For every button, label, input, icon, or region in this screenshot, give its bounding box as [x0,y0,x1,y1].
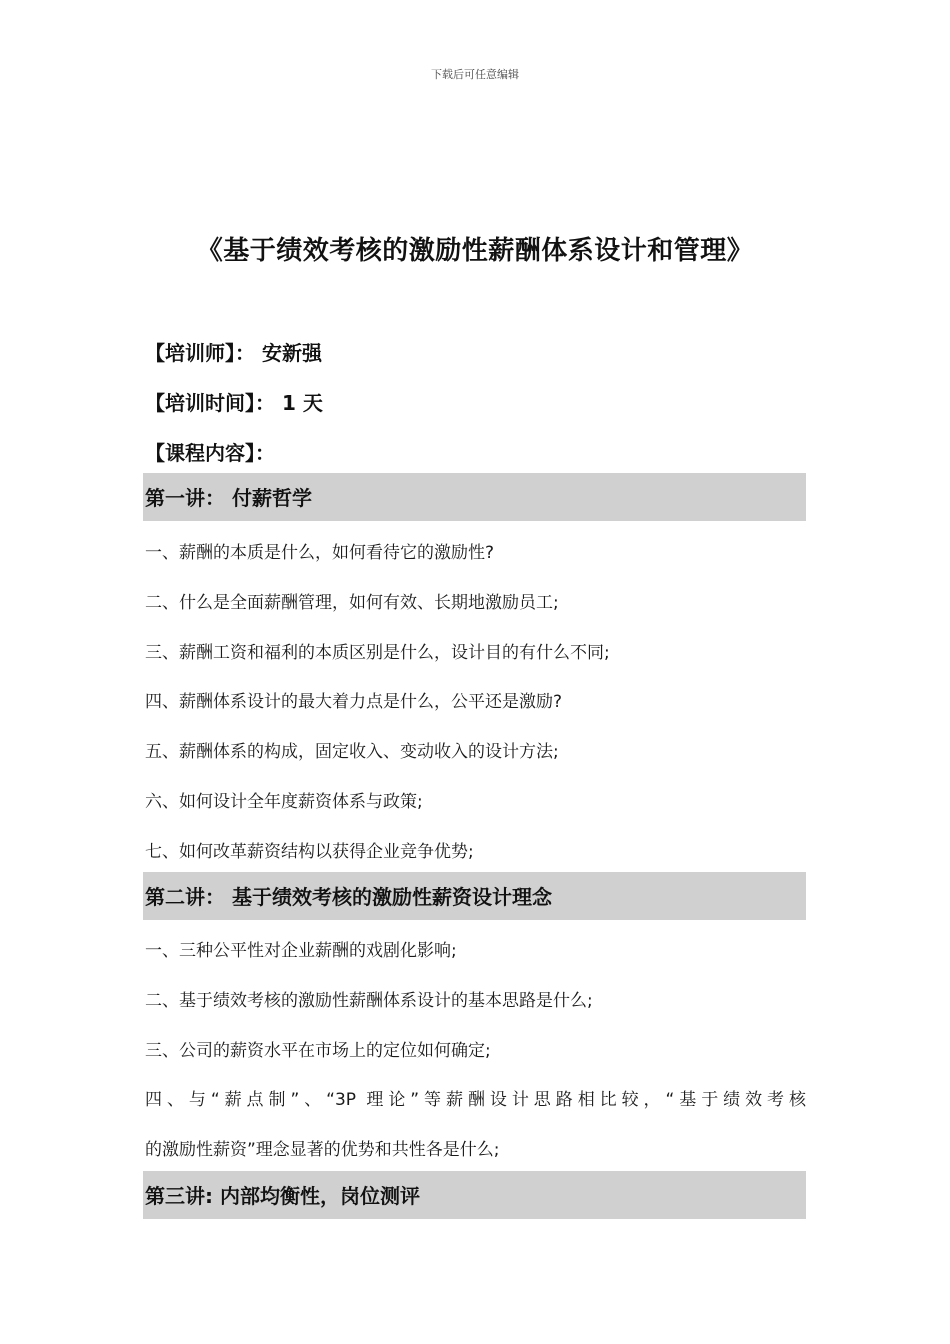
lecture-2-item-4-continued: 的激励性薪资”理念显著的优势和共性各是什么; [145,1140,500,1160]
trainer-line: 【培训师】： 安新强 [145,341,322,365]
lecture-1-heading: 第一讲： 付薪哲学 [143,473,806,521]
course-content-line: 【课程内容】： [145,441,275,465]
lecture-2-item-3: 三、公司的薪资水平在市场上的定位如何确定; [145,1041,491,1061]
duration-line: 【培训时间】： 1 天 [145,391,323,415]
header-note: 下载后可任意编辑 [431,68,519,81]
lecture-1-item-2: 二、什么是全面薪酬管理，如何有效、长期地激励员工; [145,593,559,613]
lecture-2-heading: 第二讲： 基于绩效考核的激励性薪资设计理念 [143,872,806,920]
lecture-1-item-1: 一、薪酬的本质是什么，如何看待它的激励性? [145,543,495,563]
lecture-1-item-5: 五、薪酬体系的构成，固定收入、变动收入的设计方法; [145,742,559,762]
lecture-3-heading: 第三讲: 内部均衡性，岗位测评 [143,1171,806,1219]
lecture-2-item-2: 二、基于绩效考核的激励性薪酬体系设计的基本思路是什么; [145,991,593,1011]
lecture-1-item-7: 七、如何改革薪资结构以获得企业竞争优势; [145,842,474,862]
lecture-2-item-4: 四、与“薪点制”、“3P 理论”等薪酬设计思路相比较，“基于绩效考核 [145,1090,806,1110]
lecture-1-item-4: 四、薪酬体系设计的最大着力点是什么，公平还是激励? [145,692,563,712]
lecture-1-item-3: 三、薪酬工资和福利的本质区别是什么，设计目的有什么不同; [145,643,610,663]
document-title: 《基于绩效考核的激励性薪酬体系设计和管理》 [196,236,754,266]
lecture-1-item-6: 六、如何设计全年度薪资体系与政策; [145,792,423,812]
lecture-2-item-1: 一、三种公平性对企业薪酬的戏剧化影响; [145,941,457,961]
